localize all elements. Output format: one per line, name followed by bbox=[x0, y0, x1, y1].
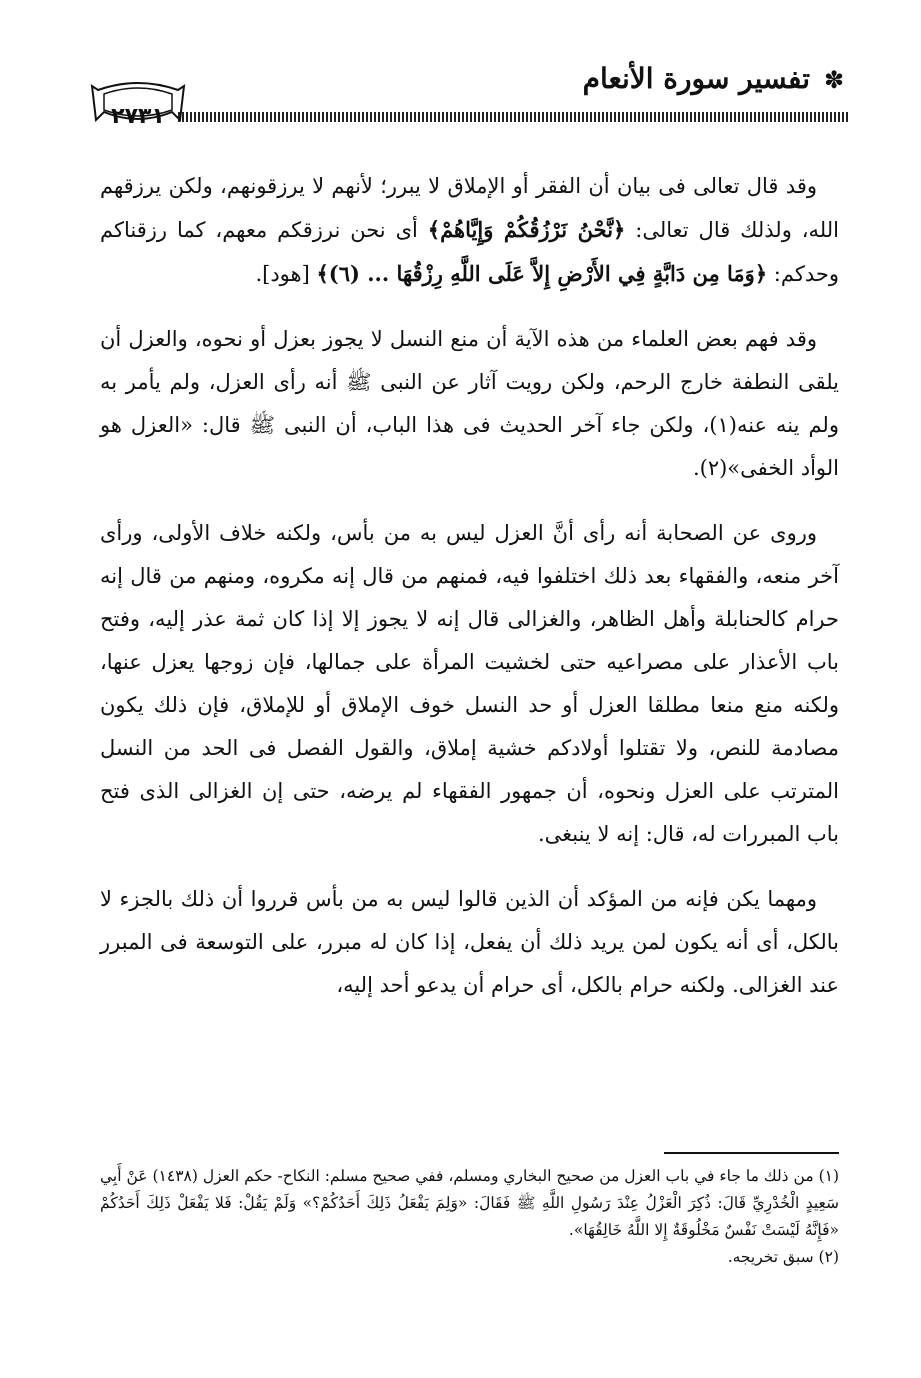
header-rule bbox=[178, 112, 848, 122]
paragraph-4: ومهما يكن فإنه من المؤكد أن الذين قالوا ليس به من بأس قرروا أن ذلك بالجزء لا بالكل، أى أنه يكون لمن يريد ذلك أن يفعل، إذا كان له مبرر، على التوسعة فى المبرر عند الغزالى. ولكنه حرام بالكل، أى حرام أن يدعو أحد إليه، bbox=[100, 887, 839, 997]
paragraph-1: وقد قال تعالى فى بيان أن الفقر أو الإملاق لا يبرر؛ لأنهم لا يرزقونهم، ولكن يرزقهم الله، ولذلك قال تعالى: ﴿نَّحْنُ نَرْزُقُكُمْ وَإِيَّاهُمْ﴾ أى نحن نرزقكم معهم، كما رزقناكم وحدكم: ﴿وَمَا مِن دَابَّةٍ فِي الأَرْضِ إِلاَّ عَلَى اللَّهِ رِزْقُهَا ... (٦)﴾ [هود]. bbox=[100, 174, 839, 286]
footnote-2: (٢) سبق تخريجه. bbox=[727, 1248, 839, 1266]
footnote-separator bbox=[664, 1152, 839, 1154]
main-text bbox=[100, 165, 839, 1029]
footnote-1: (١) من ذلك ما جاء في باب العزل من صحيح البخاري ومسلم، ففي صحيح مسلم: النكاح- حكم العزل (١٤٣٨) عَنْ أَبِي سَعِيدٍ الْخُدْرِيِّ قَالَ: ذُكِرَ الْعَزْلُ عِنْدَ رَسُولِ اللَّهِ ﷺ فَقَالَ: «وَلِمَ يَفْعَلُ ذَلِكَ أَحَدُكُمْ؟» وَلَمْ يَقُلْ: فَلا يَفْعَلْ ذَلِكَ أَحَدُكُمْ «فَإِنَّهُ لَيْسَتْ نَفْسٌ مَخْلُوقَةٌ إِلا اللَّهُ خَالِقُهَا». bbox=[100, 1167, 840, 1239]
page-number-badge bbox=[88, 72, 188, 132]
quran-verse: ﴿نَّحْنُ نَرْزُقُكُمْ وَإِيَّاهُمْ﴾ bbox=[427, 217, 626, 242]
running-title: تفسير سورة الأنعام bbox=[582, 62, 810, 95]
footnotes bbox=[100, 1163, 839, 1271]
paragraph-2: وقد فهم بعض العلماء من هذه الآية أن منع النسل لا يجوز بعزل أو نحوه، والعزل أن يلقى النطفة خارج الرحم، ولكن رويت آثار عن النبى ﷺ أنه رأى العزل، ولم يأمر به ولم ينه عنه(١)، ولكن جاء آخر الحديث فى هذا الباب، أن النبى ﷺ قال: «العزل هو الوأد الخفى»(٢). bbox=[100, 327, 839, 480]
quran-verse: ﴿وَمَا مِن دَابَّةٍ فِي الأَرْضِ إِلاَّ عَلَى اللَّهِ رِزْقُهَا ... (٦)﴾ bbox=[316, 261, 768, 286]
flower-ornament-icon: ✽ bbox=[823, 66, 845, 94]
paragraph-3: وروى عن الصحابة أنه رأى أنَّ العزل ليس به من بأس، ولكنه خلاف الأولى، ورأى آخر منعه، والفقهاء بعد ذلك اختلفوا فيه، فمنهم من قال إنه مكروه، ومنهم من قال إنه حرام كالحنابلة وأهل الظاهر، والغزالى قال إنه لا يجوز إلا إذا كان ثمة عذر إليه، وفتح باب الأعذار على مصراعيه حتى لخشيت المرأة على جمالها، فإن زوجها يعزل عنها، ولكنه منع منعا مطلقا العزل أو حد النسل خوف الإملاق أو للإملاق، فإن ذلك يكون مصادمة للنص، ولا تقتلوا أولادكم خشية إملاق، والقول الفصل فى الحد من النسل المترتب على العزل ونحوه، أن جمهور الفقهاء لم يرضه، حتى إن الغزالى الذى فتح باب المبررات له، قال: إنه لا ينبغى. bbox=[100, 521, 839, 846]
page-header bbox=[88, 52, 848, 132]
page-number: ٢٧٣١ bbox=[111, 104, 165, 129]
